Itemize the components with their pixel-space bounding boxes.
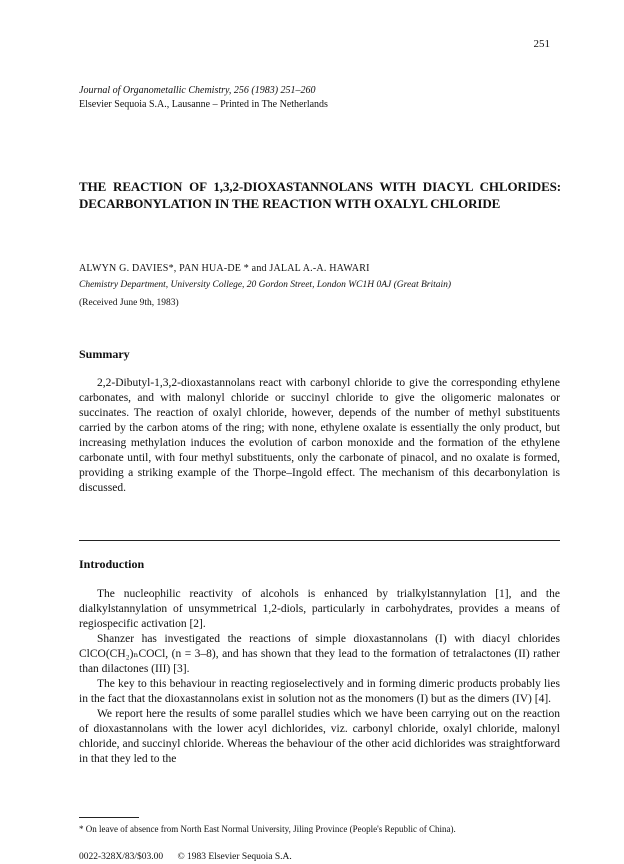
summary-text	[79, 376, 560, 496]
introduction-heading: Introduction	[79, 557, 145, 571]
copyright-notice: © 1983 Elsevier Sequoia S.A.	[177, 852, 292, 862]
introduction-paragraph: We report here the results of some parallel studies which we have been carrying out on the reaction of dioxastannolans with the lower acyl dichlorides, viz. carbonyl chloride, oxalyl chloride, malonyl chloride, and succinyl chloride. Whereas the behaviour of the other acid dichlorides was straightforward in that they led to the	[79, 708, 560, 765]
journal-citation: Journal of Organometallic Chemistry, 256 (1983) 251–260	[79, 85, 316, 96]
footnote: * On leave of absence from North East Normal University, Jiling Province (People's Republic of China).	[79, 824, 456, 834]
issn-code: 0022-328X/83/$03.00	[79, 852, 164, 862]
footnote-rule	[79, 817, 139, 818]
section-divider	[79, 540, 560, 541]
introduction-paragraph: The nucleophilic reactivity of alcohols is enhanced by trialkylstannylation [1], and the dialkylstannylation of unsymmetrical 1,2-diols, particularly in carbohydrates, provides a means of regiospecific activation [2].	[79, 588, 560, 630]
introduction-paragraph: Shanzer has investigated the reactions of simple dioxastannolans (I) with diacyl chlorides ClCO(CH₂)ₙCOCl, (n = 3–8), and has shown that they lead to the formation of tetralactones (II) rather than dilactones (III) [3].	[79, 633, 560, 675]
article-title: THE REACTION OF 1,3,2-DIOXASTANNOLANS WITH DIACYL CHLORIDES: DECARBONYLATION IN THE REACTION WITH OXALYL CHLORIDE	[79, 179, 561, 211]
bottom-line	[79, 852, 560, 862]
author-list: ALWYN G. DAVIES*, PAN HUA-DE * and JALAL A.-A. HAWARI	[79, 263, 370, 274]
author-affiliation: Chemistry Department, University College, 20 Gordon Street, London WC1H 0AJ (Great Britain)	[79, 280, 452, 290]
introduction-paragraph: The key to this behaviour in reacting regioselectively and in forming dimeric products probably lies in the fact that the dioxastannolans exist in solution not as the monomers (I) but as the dimers (IV) [4].	[79, 678, 560, 705]
summary-heading: Summary	[79, 347, 130, 361]
page-number: 251	[533, 38, 550, 50]
received-date: (Received June 9th, 1983)	[79, 298, 179, 308]
journal-header	[79, 84, 559, 112]
summary-paragraph: 2,2-Dibutyl-1,3,2-dioxastannolans react with carbonyl chloride to give the corresponding ethylene carbonates, and with malonyl chloride or succinyl chloride to give the oligomeric malonates or succinates. The reaction of oxalyl chloride, however, depends of the number of methyl substituents carried by the carbon atoms of the ring; with none, ethylene oxalate is essentially the only product, but increasing methylation induces the evolution of carbon monoxide and the formation of the ethylene carbonate until, with four methyl substituents, only the carbonate of pinacol, and no oxalate is formed, providing a striking example of the Thorpe–Ingold effect. The mechanism of this decarbonylation is discussed.	[79, 377, 560, 494]
introduction-text	[79, 587, 560, 767]
publisher-line: Elsevier Sequoia S.A., Lausanne – Printed in The Netherlands	[79, 99, 328, 110]
